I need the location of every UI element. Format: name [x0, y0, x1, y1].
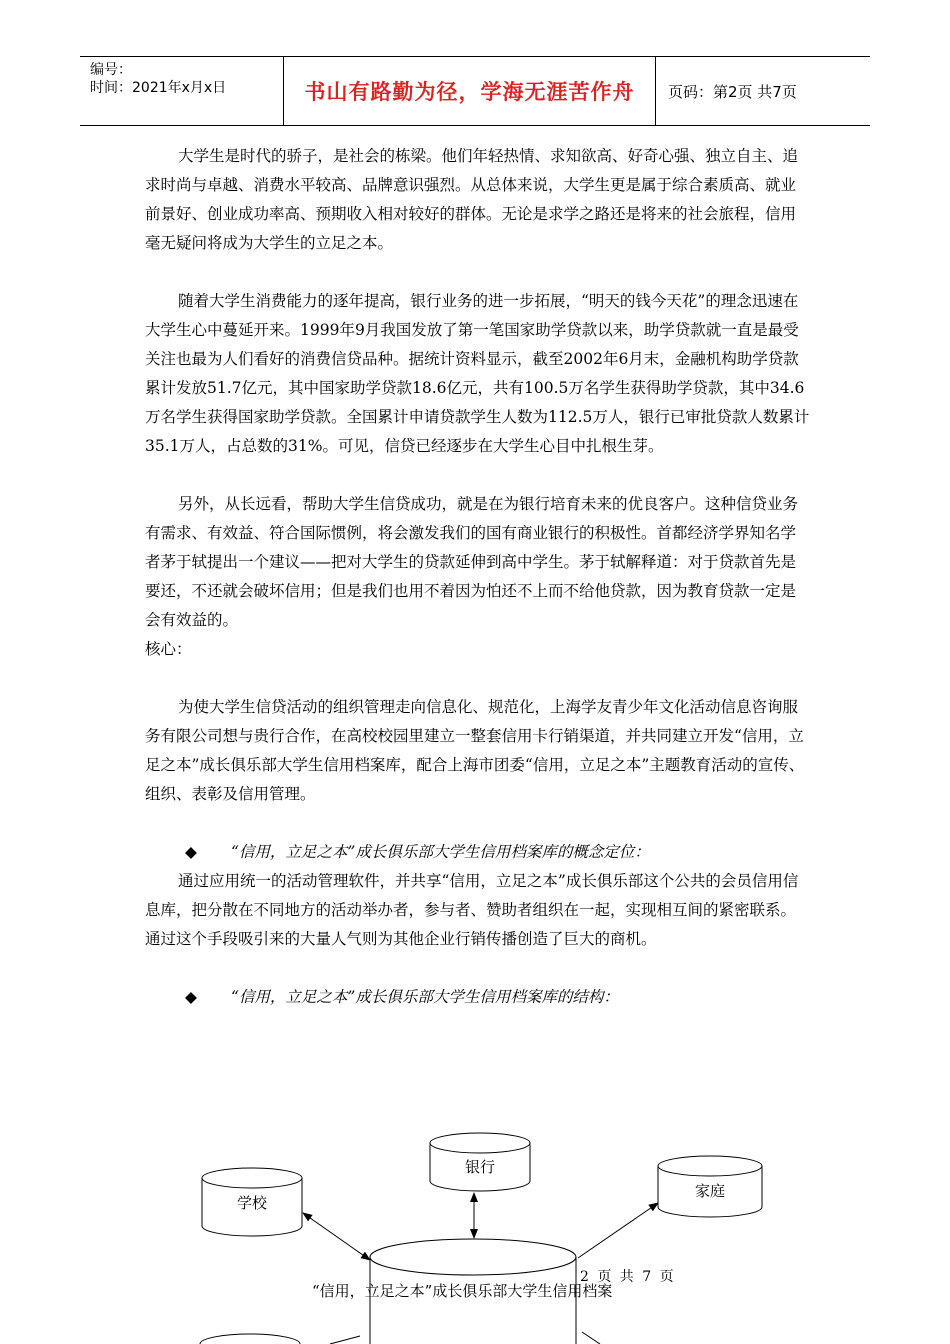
core-label: 核心： [145, 640, 192, 658]
paragraph-concept: 通过应用统一的活动管理软件，并共享“信用，立足之本”成长俱乐部这个公共的会员信用信息库，把分散在不同地方的活动举办者，参与者、赞助者组织在一起，实现相互间的紧密联系。通过这个手段吸引来的大量人气则为其他企业行销传播创造了巨大的商机。 [145, 872, 799, 948]
footer-page-number: 2 页 共 7 页 [580, 1269, 676, 1285]
link-school-arrow [303, 1213, 370, 1260]
family-label: 家庭 [694, 1182, 726, 1200]
bank-label: 银行 [464, 1158, 496, 1176]
diamond-bullet-icon: ◆ [185, 843, 197, 861]
link-family-arrow [578, 1203, 658, 1258]
doc-number-label: 编号： [90, 62, 132, 78]
diamond-bullet-icon: ◆ [185, 988, 197, 1006]
header-motto: 书山有路勤为径，学海无涯苦作舟 [284, 57, 656, 125]
link-lower-right [582, 1332, 600, 1344]
paragraph-cooperation: 为使大学生信贷活动的组织管理走向信息化、规范化，上海学友青少年文化活动信息咨询服务有限公司想与贵行合作，在高校校园里建立一整套信用卡行销渠道，并共同建立开发“信用，立足之本”成长俱乐部大学生信用档案库，配合上海市团委“信用，立足之本”主题教育活动的宣传、组织、表彰及信用管理。 [145, 698, 805, 803]
doc-date-label: 时间：2021年x月x日 [90, 80, 227, 96]
footer-title: “信用，立足之本”成长俱乐部大学生信用档案 [312, 1282, 613, 1300]
paragraph-loans: 随着大学生消费能力的逐年提高，银行业务的进一步拓展，“明天的钱今天花”的理念迅速在大学生心中蔓延开来。1999年9月我国发放了第一笔国家助学贷款以来，助学贷款就一直是最受关注也最为人们看好的消费信贷品种。据统计资料显示，截至2002年6月末，金融机构助学贷款累计发放51.7亿元，其中国家助学贷款18.6亿元，共有100.5万名学生获得助学贷款，其中34.6万名学生获得国家助学贷款。全国累计申请贷款学生人数为112.5万人，银行已审批贷款人数累计35.1万人，占总数的31%。可见，信贷已经逐步在大学生心目中扎根生芽。 [145, 292, 810, 455]
bullet-structure-text: “信用，立足之本”成长俱乐部大学生信用档案库的结构： [231, 988, 619, 1006]
link-lower-left [330, 1336, 360, 1344]
header-page-info: 页码：第2页 共7页 [668, 82, 797, 101]
paragraph-intro: 大学生是时代的骄子，是社会的栋梁。他们年轻热情、求知欲高、好奇心强、独立自主、追求时尚与卓越、消费水平较高、品牌意识强烈。从总体来说，大学生更是属于综合素质高、就业前景好、创业成功率高、预期收入相对较好的群体。无论是求学之路还是将来的社会旅程，信用毫无疑问将成为大学生的立足之本。 [145, 147, 799, 252]
bullet-concept-text: “信用，立足之本”成长俱乐部大学生信用档案库的概念定位： [231, 843, 650, 861]
paragraph-long-term: 另外，从长远看，帮助大学生信贷成功，就是在为银行培育未来的优良客户。这种信贷业务有需求、有效益、符合国际惯例，将会激发我们的国有商业银行的积极性。首都经济学界知名学者茅于轼提出一个建议——把对大学生的贷款延伸到高中学生。茅于轼解释道：对于贷款首先是要还，不还就会破坏信用；但是我们也用不着因为怕还不上而不给他贷款，因为教育贷款一定是会有效益的。 [145, 495, 799, 629]
school-label: 学校 [236, 1194, 268, 1212]
lower-database [200, 1334, 300, 1344]
